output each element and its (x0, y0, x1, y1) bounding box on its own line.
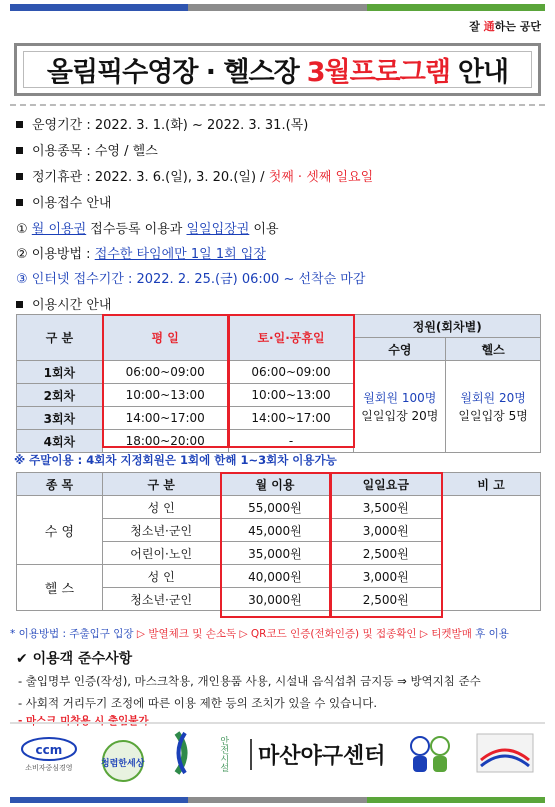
page-title: 올림픽수영장 · 헬스장 (46, 57, 299, 88)
method-note: * 이용방법 : 주출입구 입장 ▷ 발열체크 및 손소독 ▷ QR코드 인증(전화인증) 및 접종확인 ▷ 티켓발매 후 이용 (10, 628, 509, 640)
mascot-icon (405, 728, 455, 781)
divider (10, 104, 545, 106)
info-time-heading: 이용시간 안내 (16, 294, 111, 313)
ccm-logo: ccm 소비자중심경영 (20, 736, 78, 773)
compliance-heading: ✔ 이용객 준수사항 (16, 651, 133, 667)
table-row: 수 영 성 인 55,000원 3,500원 (17, 496, 541, 519)
info-closed: 정기휴관 : 2022. 3. 6.(일), 3. 20.(일) / 첫째 · 셋째 일요일 (16, 166, 373, 185)
table-row: 4회차 18:00~20:00 - (17, 430, 541, 453)
table-row: 1회차 06:00~09:00 06:00~09:00 월회원 100명 일일입장 20명 월회원 20명 일일입장 5명 (17, 361, 541, 384)
compliance-item: - 사회적 거리두기 조정에 따른 이용 제한 등의 조치가 있을 수 있습니다. (18, 696, 378, 710)
info-reception: 이용접수 안내 (16, 192, 111, 211)
table-row: 3회차 14:00~17:00 14:00~17:00 (17, 407, 541, 430)
fee-table: 종 목 구 분 월 이용 일일요금 비 고 수 영 성 인 55,000원 3,500원 청소년·군인 45,000원 3,000원 어린이·노인 35,000원 2,500원 헬 스 성 인 40,000원 3,000원 청소년·군인 30,000원 2,500원 (16, 472, 541, 611)
table-row: 청소년·군인 30,000원 2,500원 (17, 588, 541, 611)
mask-warning: - 마스크 미착용 시 출입불가 (18, 715, 149, 727)
schedule-table: 구 분 평 일 토·일·공휴일 정원(회차별) 수영 헬스 1회차 06:00~09:00 06:00~09:00 월회원 100명 일일입장 20명 월회원 20명 일일입장 5명 2회차 10:00~13:00 10:00~13:00 3회차 14:00~17:00 14:00~17:00 4회차 18:00~20:00 - (16, 314, 541, 453)
logo-strip (10, 722, 545, 784)
compliance-item: - 출입명부 인증(작성), 마스크착용, 개인용품 사용, 시설내 음식섭취 금지등 ⇒ 방역지침 준수 (18, 674, 481, 688)
title-box: 올림픽수영장 · 헬스장 3월프로그램 안내 (14, 43, 541, 96)
top-color-bar (10, 4, 545, 11)
table-row: 헬 스 성 인 40,000원 3,000원 (17, 565, 541, 588)
bottom-color-bar (10, 797, 545, 803)
table-row: 2회차 10:00~13:00 10:00~13:00 (17, 384, 541, 407)
info-period: 운영기간 : 2022. 3. 1.(화) ~ 2022. 3. 31.(목) (16, 114, 308, 133)
weekend-note: ※ 주말이용 : 4회차 지정회원은 1회에 한해 1~3회차 이용가능 (14, 453, 337, 467)
safe-logo (167, 728, 197, 781)
table-row: 청소년·군인 45,000원 3,000원 (17, 519, 541, 542)
table-row: 어린이·노인 35,000원 2,500원 (17, 542, 541, 565)
info-category: 이용종목 : 수영 / 헬스 (16, 140, 158, 159)
center-logo: 마산야구센터 (250, 739, 386, 770)
clean-logo: 청렴한세상 (98, 739, 148, 769)
reception-item-3: ③ 인터넷 접수기간 : 2022. 2. 25.(금) 06:00 ~ 선착순 마감 (16, 272, 366, 287)
reception-item-2: ② 이용방법 : 접수한 타임에만 1일 1회 입장 (16, 247, 266, 262)
emblem-icon (475, 730, 535, 779)
safety-text: 안전시설 (218, 736, 229, 772)
reception-item-1: ① 월 이용권 접수등록 이용과 일일입장권 이용 (16, 222, 279, 237)
slogan: 잘 通하는 공단 (469, 20, 541, 33)
